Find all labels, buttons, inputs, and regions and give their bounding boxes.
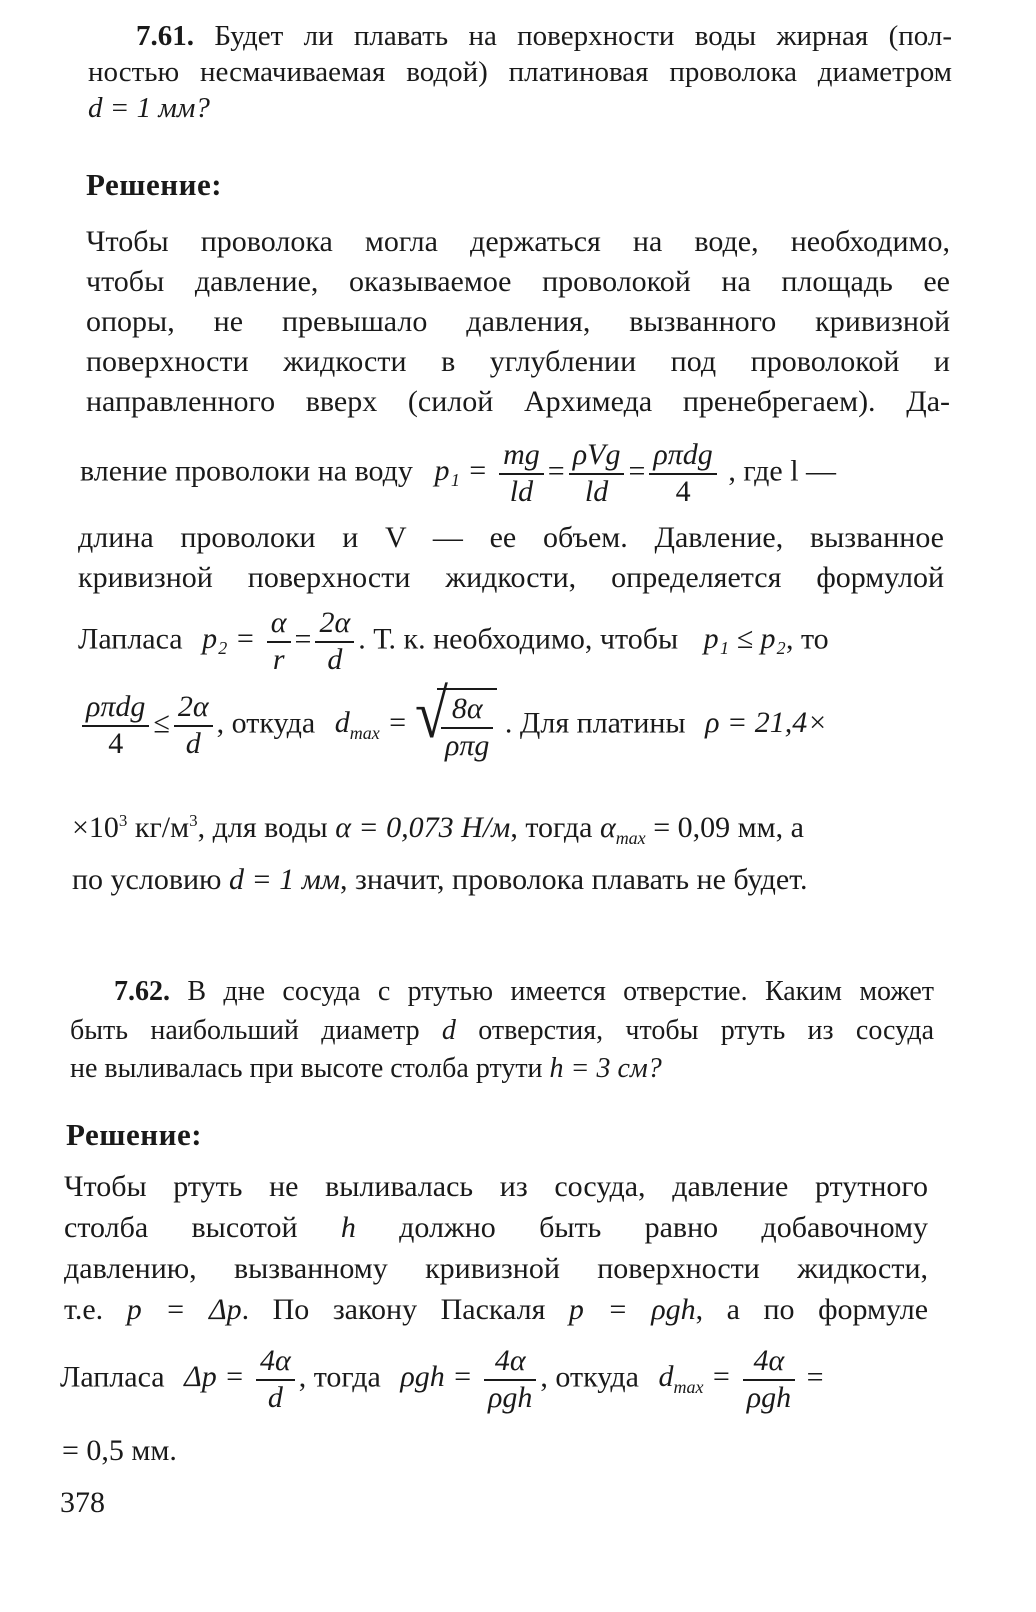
solution-line: Чтобы проволока могла держаться на воде, необходимо, xyxy=(86,225,950,258)
numerator: 4α xyxy=(256,1344,295,1381)
problem-text: отверстия, чтобы ртуть из сосуда xyxy=(478,1015,934,1046)
solution-line: поверхности жидкости в углублении под проволокой и xyxy=(86,345,950,378)
formula-var: d xyxy=(658,1360,674,1394)
solution-line: направленного вверх (силой Архимеда пренебрегаем). Да- xyxy=(86,385,950,418)
formula-var: d xyxy=(441,1015,456,1046)
fraction xyxy=(441,692,493,763)
problem-7-61 xyxy=(136,18,952,54)
formula-dmax-2: $d_{max}$ = xyxy=(658,1360,732,1398)
denominator: r xyxy=(272,642,285,676)
formula-var: d xyxy=(334,706,350,740)
formula-p2-lhs: p₂ = xyxy=(202,622,256,656)
solution-text: вление проволоки на воду xyxy=(80,454,413,488)
denominator: ρgh xyxy=(487,1380,533,1414)
solution-text: , значит, проволока плавать не будет. xyxy=(340,863,808,896)
solution-text: Лапласа xyxy=(78,622,183,656)
numerator: ρπdg xyxy=(82,690,149,727)
denominator: d xyxy=(267,1380,283,1414)
solution-7-61-body-2 xyxy=(78,518,944,598)
problem-text: В дне сосуда с ртутью имеется отверстие. Каким может xyxy=(187,976,935,1007)
solution-text: , тогда xyxy=(510,811,593,844)
solution-text: , тогда xyxy=(298,1360,381,1394)
solution-text: = xyxy=(799,1360,824,1394)
formula-alpha: α = 0,073 Н/м xyxy=(335,811,511,844)
problem-text-line xyxy=(114,974,934,1009)
equation-line-laplace: Лапласа p₂ = $\frac{\alpha}{r}$ = $\frac{2\alpha}{d}$ . Т. к. необходимо, чтобы p₁ ≤ p₂, то xyxy=(78,606,829,676)
solution-heading: Решение: xyxy=(66,1117,203,1152)
solution-line: Чтобы ртуть не выливалась из сосуда, давление ртутного xyxy=(64,1170,928,1203)
formula-inequality: p₁ ≤ p₂ xyxy=(703,622,786,656)
formula-value: = 0,09 мм xyxy=(645,811,776,844)
radical-sign: √ xyxy=(414,676,448,752)
solution-7-61-body xyxy=(86,222,950,422)
formula-pressure: p = Δp xyxy=(126,1293,242,1326)
denominator: ρgh xyxy=(746,1380,792,1414)
fraction xyxy=(484,1344,536,1415)
solution-text: кг/м xyxy=(127,811,190,844)
denominator: d xyxy=(327,642,343,676)
solution-text: . По закону Паскаля xyxy=(241,1293,546,1326)
solution-result: = 0,5 мм. xyxy=(62,1434,177,1467)
solution-text: , где l — xyxy=(728,454,837,488)
numerator: 4α xyxy=(484,1344,536,1381)
solution-text: по условию xyxy=(72,863,222,896)
problem-text: не выливалась при высоте столба ртути xyxy=(70,1053,543,1084)
numerator: ρπdg xyxy=(649,438,716,475)
fraction xyxy=(82,690,149,761)
formula-dmax: $d_{max}$ = xyxy=(334,706,408,744)
formula-alpha-max xyxy=(599,811,646,848)
denominator: ρπg xyxy=(444,728,490,762)
solution-text: . Т. к. необходимо, чтобы xyxy=(358,622,679,656)
subscript: max xyxy=(673,1377,704,1398)
numerator: α xyxy=(267,606,291,643)
problem-text-line: d = 1 мм? xyxy=(88,92,210,125)
formula-delta-p: Δp = xyxy=(184,1360,245,1394)
problem-text-line xyxy=(70,1012,934,1050)
solution-line: длина проволоки и V — ее объем. Давление, вызванное xyxy=(78,521,944,554)
problem-text-line xyxy=(70,1050,934,1088)
fraction xyxy=(743,1344,795,1415)
equation-line-laplace-2 xyxy=(60,1344,824,1415)
solution-line: давлению, вызванному кривизной поверхности жидкости, xyxy=(64,1252,928,1285)
problem-text: Будет ли плавать на поверхности воды жирная (пол- xyxy=(214,20,953,52)
subscript: max xyxy=(349,723,380,744)
solution-text: , а по формуле xyxy=(695,1293,929,1326)
problem-7-62 xyxy=(114,974,934,1009)
numerator: mg xyxy=(499,438,544,475)
superscript: 3 xyxy=(118,811,128,830)
solution-text: , для воды xyxy=(197,811,328,844)
fraction xyxy=(256,1344,295,1415)
problem-7-62-cont xyxy=(70,1012,934,1088)
solution-text: должно быть равно добавочному xyxy=(399,1211,929,1244)
numerator: 2α xyxy=(315,606,354,643)
numerator: 8α xyxy=(441,692,493,729)
solution-line: чтобы давление, оказываемое проволокой на площадь ее xyxy=(86,265,950,298)
problem-number: 7.62. xyxy=(114,976,170,1007)
solution-text: , то xyxy=(785,622,829,656)
problem-number: 7.61. xyxy=(136,20,194,52)
fraction xyxy=(499,438,544,509)
solution-text: Лапласа xyxy=(60,1360,165,1394)
formula-p1-lhs: p₁ = xyxy=(434,454,488,488)
formula-d: d = 1 мм xyxy=(228,863,341,896)
solution-text: столба высотой xyxy=(64,1211,298,1244)
fraction xyxy=(267,606,291,677)
fraction xyxy=(315,606,354,677)
solution-line xyxy=(72,859,940,901)
subscript: max xyxy=(615,828,646,848)
solution-text: , откуда xyxy=(540,1360,639,1394)
formula-var: α xyxy=(599,811,616,844)
formula-rho-g-h: ρgh = xyxy=(400,1360,473,1394)
fraction xyxy=(174,690,213,761)
denominator: 4 xyxy=(675,474,691,508)
fraction xyxy=(649,438,716,509)
denominator: ld xyxy=(509,474,534,508)
problem-text-line: ностью несмачиваемая водой) платиновая проволока диаметром xyxy=(88,56,952,88)
fraction xyxy=(569,438,625,509)
solution-text: т.е. xyxy=(64,1293,104,1326)
solution-7-61-body-3 xyxy=(72,800,940,901)
equation-line-p1: вление проволоки на воду p₁ = $\frac{mg}{ld}$ = ρVg ld = ρπdg 4 , где l — xyxy=(80,438,837,508)
superscript: 3 xyxy=(189,811,198,830)
problem-7-61-cont xyxy=(88,54,952,127)
solution-line: кривизной поверхности жидкости, определяется формулой xyxy=(78,561,944,594)
page-number: 378 xyxy=(60,1486,105,1519)
solution-text: ×10 xyxy=(72,811,119,844)
solution-line xyxy=(64,1207,928,1248)
solution-text: , откуда xyxy=(216,706,316,740)
solution-line: опоры, не превышало давления, вызванного кривизной xyxy=(86,305,950,338)
problem-text: быть наибольший диаметр xyxy=(70,1015,420,1046)
equation-line-dmax: ρπdg 4 ≤ $\frac{2\alpha}{d}$ , откуда $d_{max}$ = √ 8α ρπg . Для платины ρ = 21,4× xyxy=(78,688,827,763)
solution-text: , а xyxy=(775,811,804,844)
formula-var: h xyxy=(340,1211,356,1244)
denominator: d xyxy=(185,726,201,760)
numerator: 2α xyxy=(174,690,213,727)
square-root xyxy=(414,676,497,763)
formula-density: ρ = 21,4× xyxy=(705,706,828,740)
solution-text: . Для платины xyxy=(504,706,686,740)
denominator: 4 xyxy=(108,726,124,760)
formula-pascal: p = ρgh xyxy=(568,1293,696,1326)
numerator: ρVg xyxy=(569,438,625,475)
solution-line xyxy=(72,800,940,859)
denominator: ld xyxy=(584,474,609,508)
solution-heading: Решение: xyxy=(86,167,223,202)
solution-line xyxy=(64,1289,928,1330)
solution-7-62-body xyxy=(64,1166,928,1330)
problem-text-line xyxy=(136,18,952,54)
formula-h: h = 3 см? xyxy=(549,1053,662,1084)
numerator: 4α xyxy=(743,1344,795,1381)
